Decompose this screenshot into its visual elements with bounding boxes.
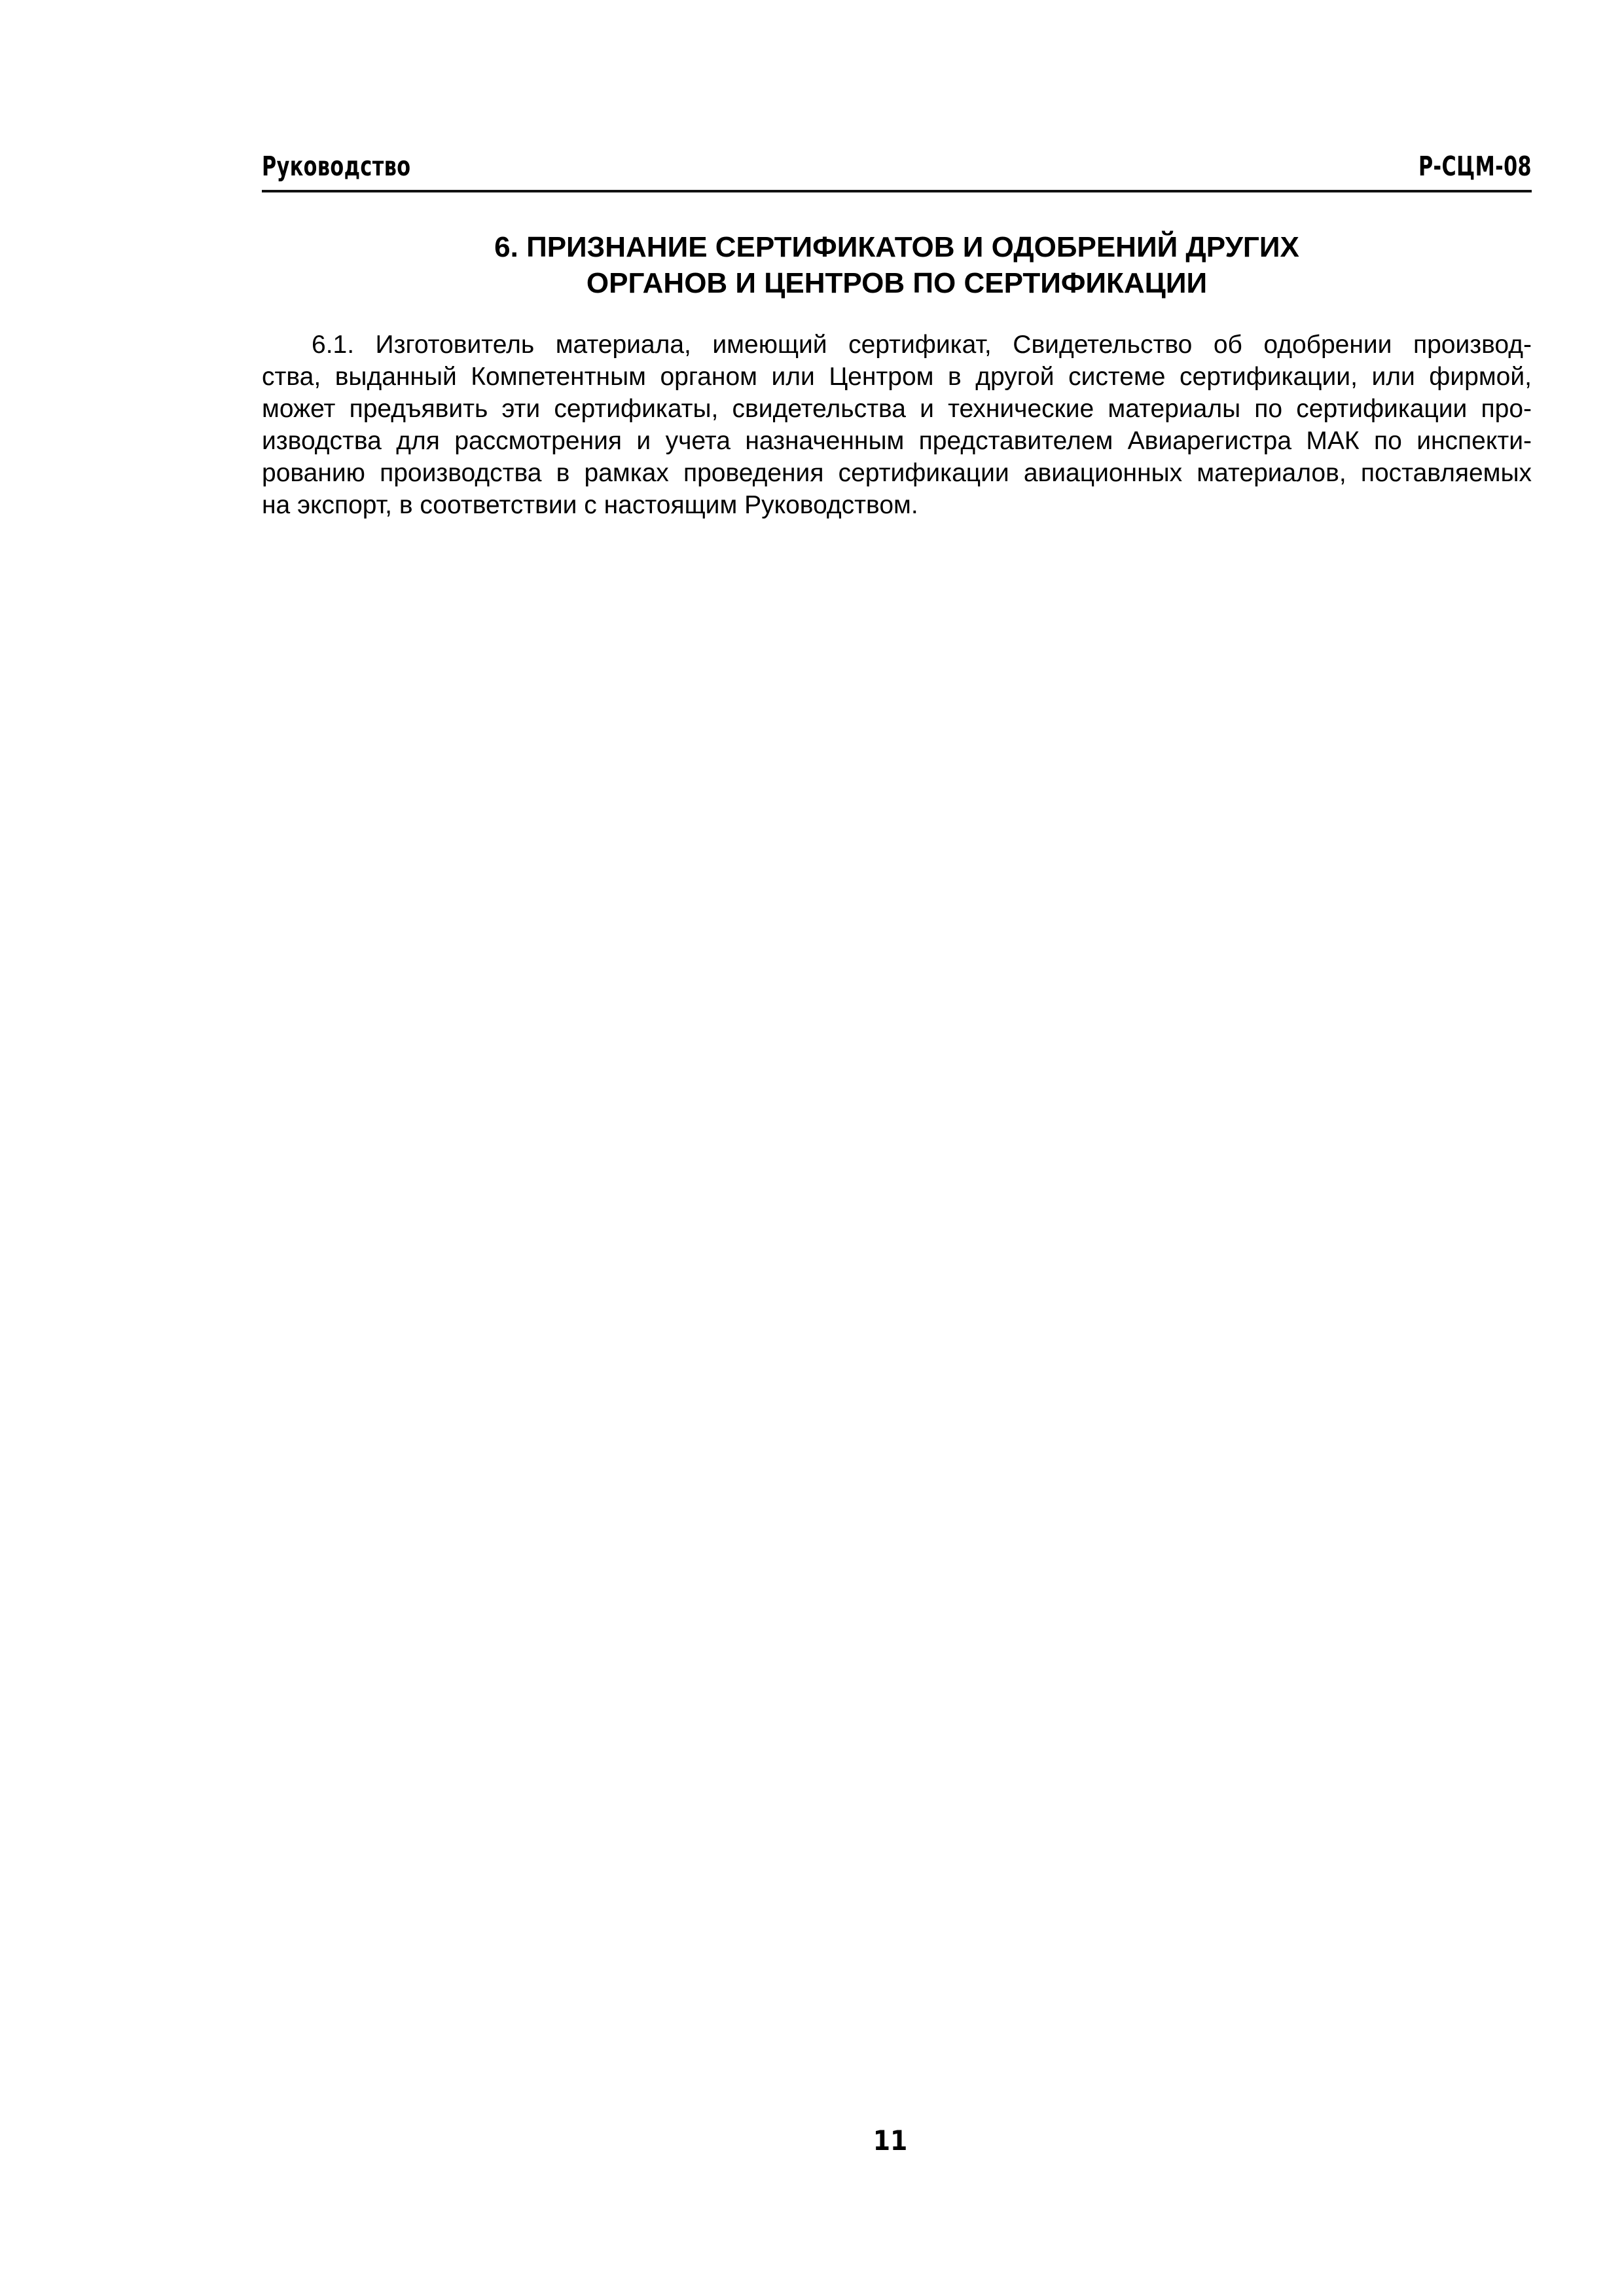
paragraph-line: на экспорт, в соответствии с настоящим Руководством.	[262, 491, 918, 519]
paragraph-line: рованию производства в рамках проведения сертификации авиационных материалов, поставляемых	[262, 459, 1532, 487]
paragraph-line: изводства для рассмотрения и учета назначенным представителем Авиарегистра МАК по инспекти-	[262, 427, 1532, 455]
paragraph-line: может предъявить эти сертификаты, свидетельства и технические материалы по сертификации про-	[262, 395, 1532, 423]
section-title-line: 6. ПРИЗНАНИЕ СЕРТИФИКАТОВ И ОДОБРЕНИЙ ДРУГИХ	[494, 231, 1299, 263]
page-number: 11	[873, 2124, 908, 2157]
section-title-line: ОРГАНОВ И ЦЕНТРОВ ПО СЕРТИФИКАЦИИ	[586, 267, 1208, 299]
paragraph-line: 6.1. Изготовитель материала, имеющий сертификат, Свидетельство об одобрении производ-	[312, 331, 1532, 359]
header-document-type: Руководство	[262, 151, 411, 182]
page-header	[262, 145, 1532, 192]
paragraph-line: ства, выданный Компетентным органом или Центром в другой системе сертификации, или фирмой,	[262, 363, 1532, 391]
header-document-code: Р-СЦМ-08	[1418, 151, 1532, 182]
paragraph-6-1	[262, 329, 1532, 521]
section-title	[262, 229, 1532, 301]
